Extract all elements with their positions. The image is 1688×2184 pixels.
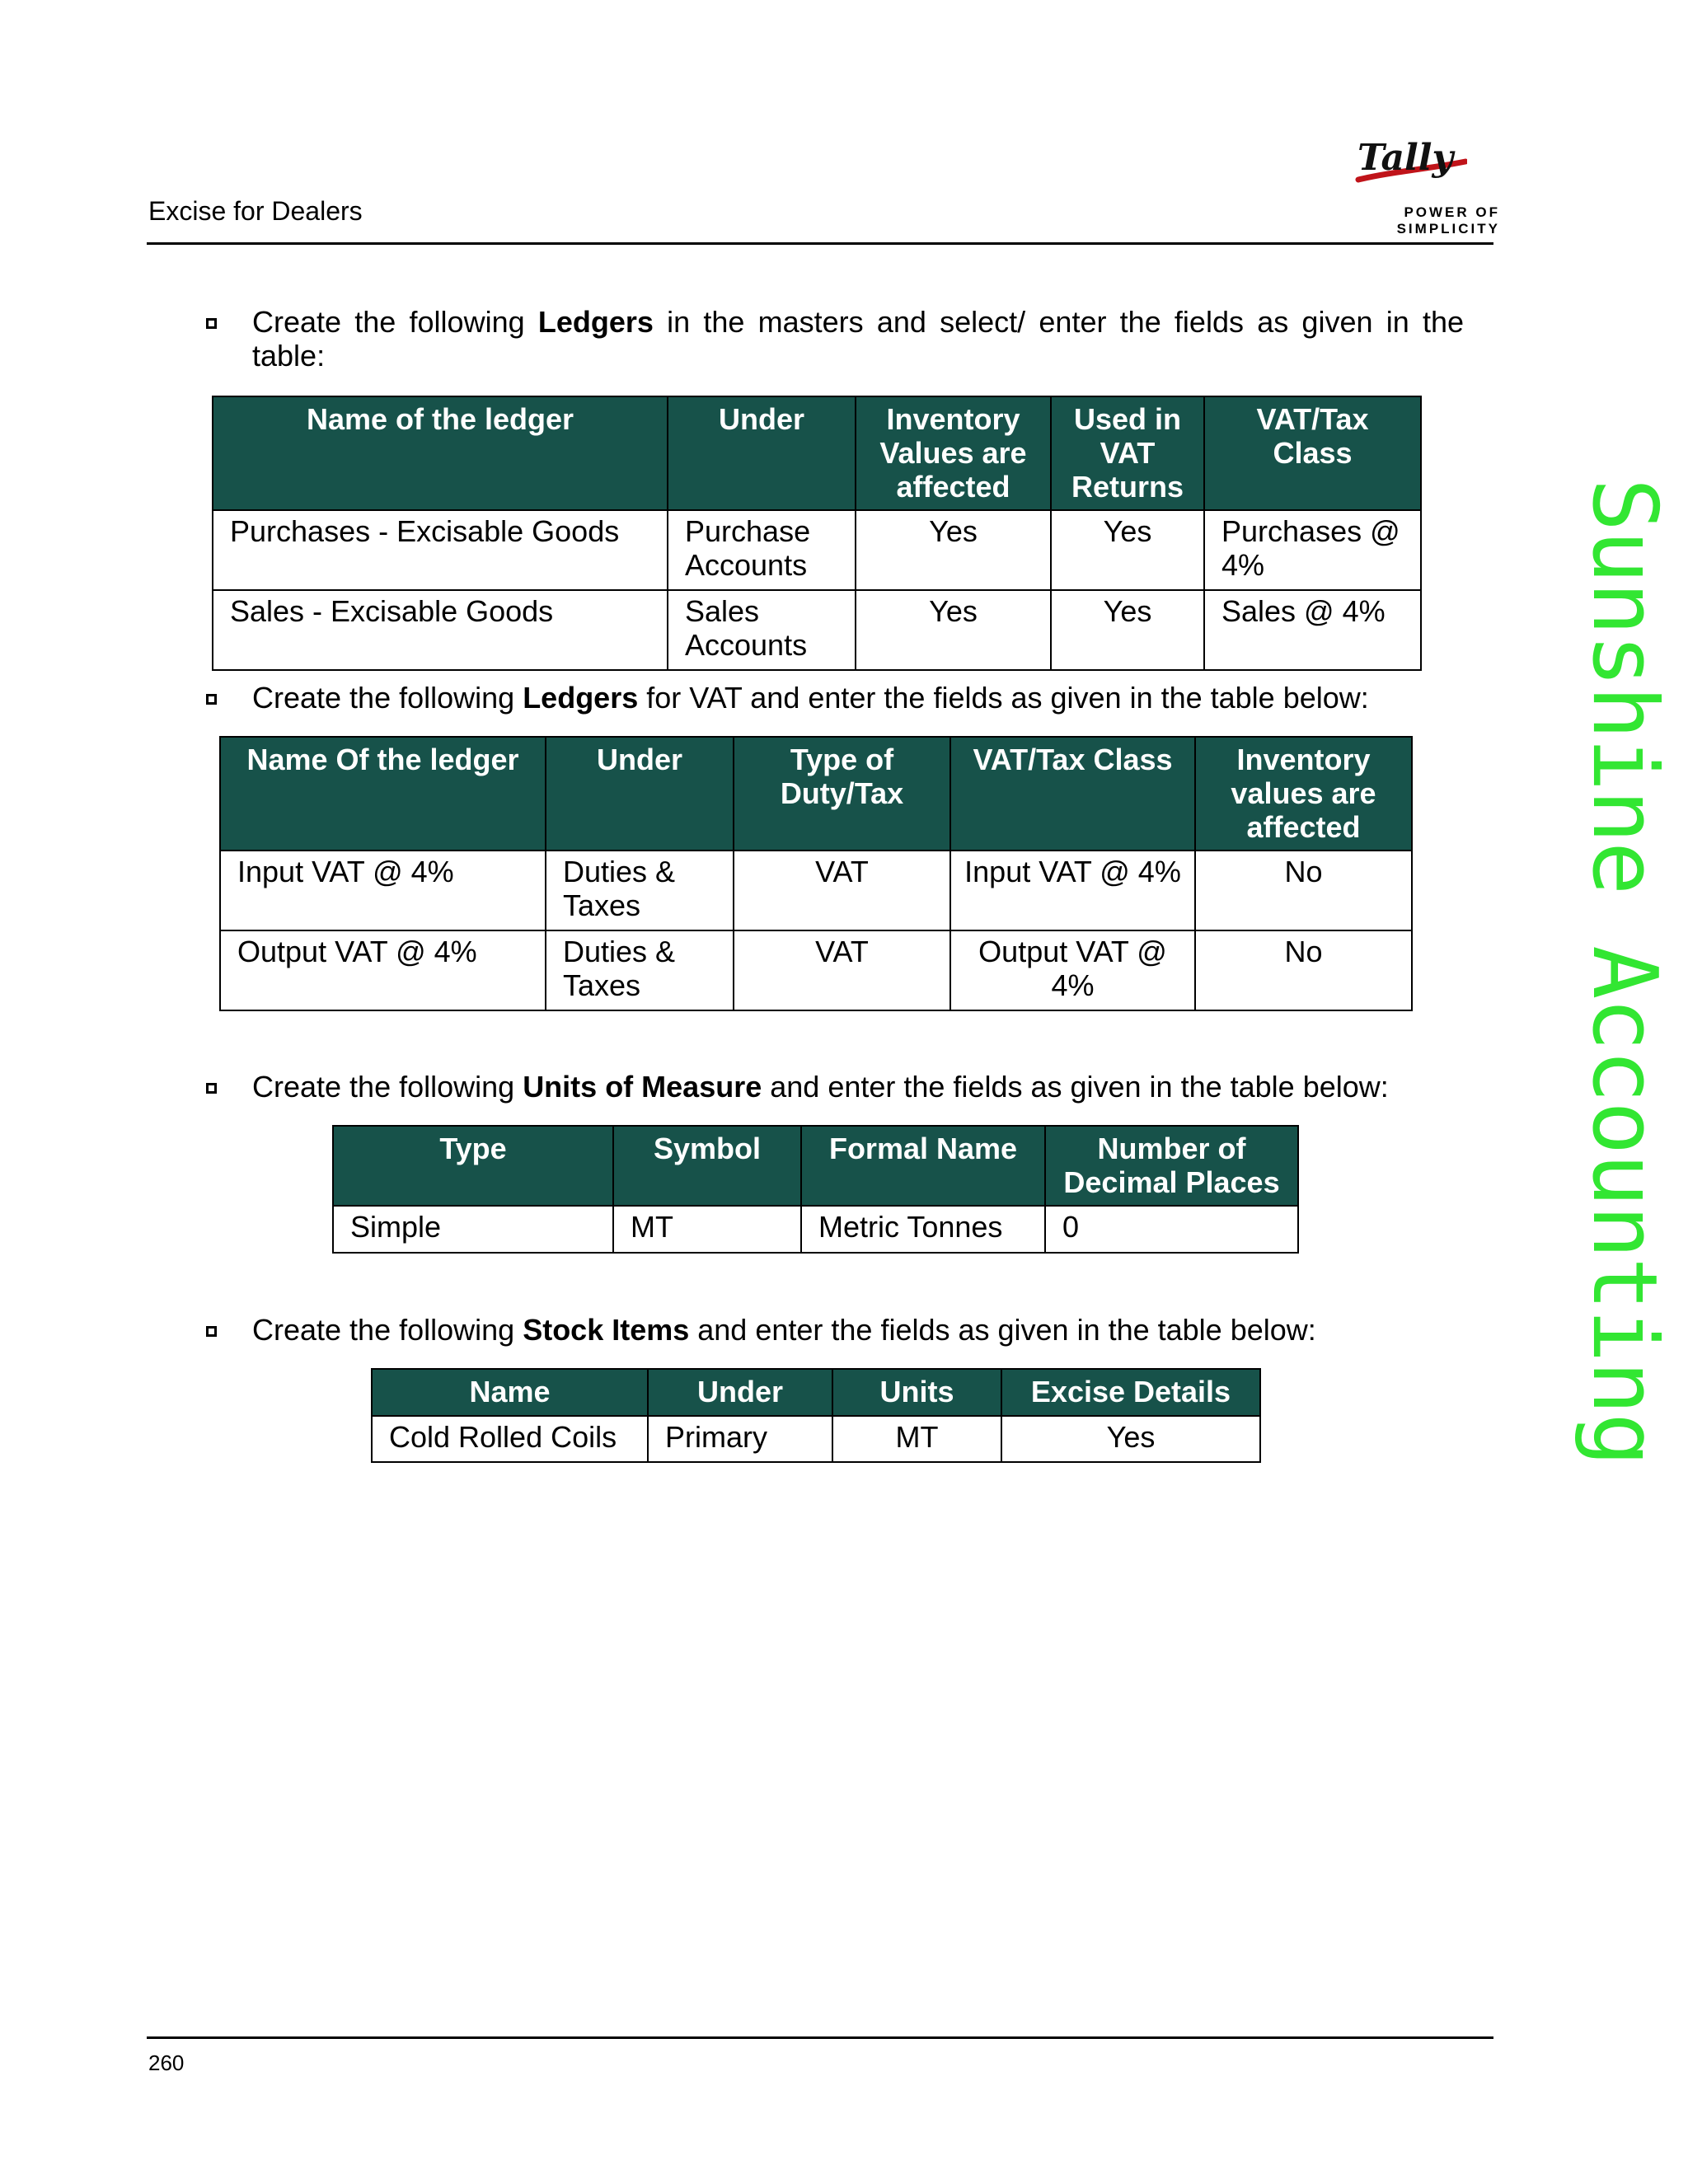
intro-text: Create the following xyxy=(252,1070,523,1104)
table-cell: VAT xyxy=(734,851,950,930)
column-header: Under xyxy=(668,396,856,510)
table-cell: Purchase Accounts xyxy=(668,510,856,590)
table-header-row xyxy=(213,396,1421,510)
intro-text: Create the following xyxy=(252,681,523,715)
page-number: 260 xyxy=(148,2050,185,2075)
column-header: Formal Name xyxy=(801,1126,1045,1206)
intro-text: for VAT and enter the fields as given in the table below: xyxy=(638,681,1369,715)
table-cell: MT xyxy=(613,1206,801,1253)
table-cell: Output VAT @ 4% xyxy=(950,930,1195,1010)
table-row xyxy=(333,1206,1298,1253)
intro-text: and enter the fields as given in the table below: xyxy=(689,1313,1316,1347)
table-row xyxy=(213,590,1421,670)
table-cell: Duties & Taxes xyxy=(546,930,734,1010)
stock-items-table xyxy=(371,1368,1261,1463)
column-header: Units xyxy=(832,1369,1001,1416)
table-cell: No xyxy=(1195,851,1412,930)
table-cell: Output VAT @ 4% xyxy=(220,930,546,1010)
header-title: Excise for Dealers xyxy=(148,196,363,226)
table-cell: Cold Rolled Coils xyxy=(372,1416,648,1462)
footer-rule xyxy=(147,2036,1493,2039)
table-cell: Yes xyxy=(856,510,1051,590)
intro-bold: Ledgers xyxy=(537,305,654,339)
intro-text: Create the following xyxy=(252,1313,523,1347)
section-1-intro xyxy=(252,305,1464,373)
section-2-intro xyxy=(252,681,1489,715)
table-cell: Purchases - Excisable Goods xyxy=(213,510,668,590)
bullet-icon xyxy=(206,1326,217,1337)
column-header: Type of Duty/Tax xyxy=(734,737,950,851)
header-rule xyxy=(147,242,1493,245)
intro-bold: Stock Items xyxy=(523,1313,690,1347)
column-header: Name Of the ledger xyxy=(220,737,546,851)
logo-tagline: POWER OF SIMPLICITY xyxy=(1396,204,1500,237)
bullet-icon xyxy=(206,1083,217,1094)
table-cell: Yes xyxy=(1001,1416,1260,1462)
table-header-row xyxy=(333,1126,1298,1206)
tally-logo xyxy=(1306,132,1500,237)
table-cell: Sales @ 4% xyxy=(1204,590,1421,670)
table-row xyxy=(220,851,1412,930)
table-header-row xyxy=(372,1369,1260,1416)
vat-ledgers-table xyxy=(219,736,1413,1011)
table-cell: Sales Accounts xyxy=(668,590,856,670)
column-header: Name xyxy=(372,1369,648,1416)
table-row xyxy=(220,930,1412,1010)
table-cell: Simple xyxy=(333,1206,613,1253)
table-row xyxy=(372,1416,1260,1462)
table-cell: No xyxy=(1195,930,1412,1010)
intro-text: Create the following xyxy=(252,305,538,339)
column-header: Excise Details xyxy=(1001,1369,1260,1416)
table-cell: Yes xyxy=(1051,590,1204,670)
table-row xyxy=(213,510,1421,590)
units-table xyxy=(332,1125,1299,1254)
table-cell: Primary xyxy=(648,1416,832,1462)
table-cell: Sales - Excisable Goods xyxy=(213,590,668,670)
column-header: VAT/Tax Class xyxy=(1204,396,1421,510)
table-cell: 0 xyxy=(1045,1206,1298,1253)
column-header: VAT/Tax Class xyxy=(950,737,1195,851)
table-cell: Input VAT @ 4% xyxy=(950,851,1195,930)
section-3-intro xyxy=(252,1070,1489,1104)
intro-text: in the masters and select/ enter the fields as given in the table: xyxy=(252,305,1464,373)
bullet-icon xyxy=(206,318,217,329)
column-header: Number of Decimal Places xyxy=(1045,1126,1298,1206)
intro-bold: Ledgers xyxy=(523,681,639,715)
table-cell: Duties & Taxes xyxy=(546,851,734,930)
column-header: Type xyxy=(333,1126,613,1206)
ledgers-table xyxy=(212,396,1422,671)
logo-text: Tally xyxy=(1357,137,1454,179)
table-cell: Metric Tonnes xyxy=(801,1206,1045,1253)
tally-logo-icon xyxy=(1343,132,1467,190)
column-header: Used in VAT Returns xyxy=(1051,396,1204,510)
column-header: Under xyxy=(648,1369,832,1416)
column-header: Name of the ledger xyxy=(213,396,668,510)
column-header: Inventory Values are affected xyxy=(856,396,1051,510)
table-cell: Purchases @ 4% xyxy=(1204,510,1421,590)
intro-bold: Units of Measure xyxy=(523,1070,762,1104)
table-cell: Input VAT @ 4% xyxy=(220,851,546,930)
table-cell: Yes xyxy=(1051,510,1204,590)
column-header: Symbol xyxy=(613,1126,801,1206)
table-header-row xyxy=(220,737,1412,851)
column-header: Under xyxy=(546,737,734,851)
intro-text: and enter the fields as given in the table below: xyxy=(762,1070,1389,1104)
bullet-icon xyxy=(206,694,217,705)
table-cell: MT xyxy=(832,1416,1001,1462)
table-cell: Yes xyxy=(856,590,1051,670)
table-cell: VAT xyxy=(734,930,950,1010)
column-header: Inventory values are affected xyxy=(1195,737,1412,851)
section-4-intro xyxy=(252,1313,1489,1347)
watermark-text: Sunshine Accounting xyxy=(1573,478,1676,1465)
